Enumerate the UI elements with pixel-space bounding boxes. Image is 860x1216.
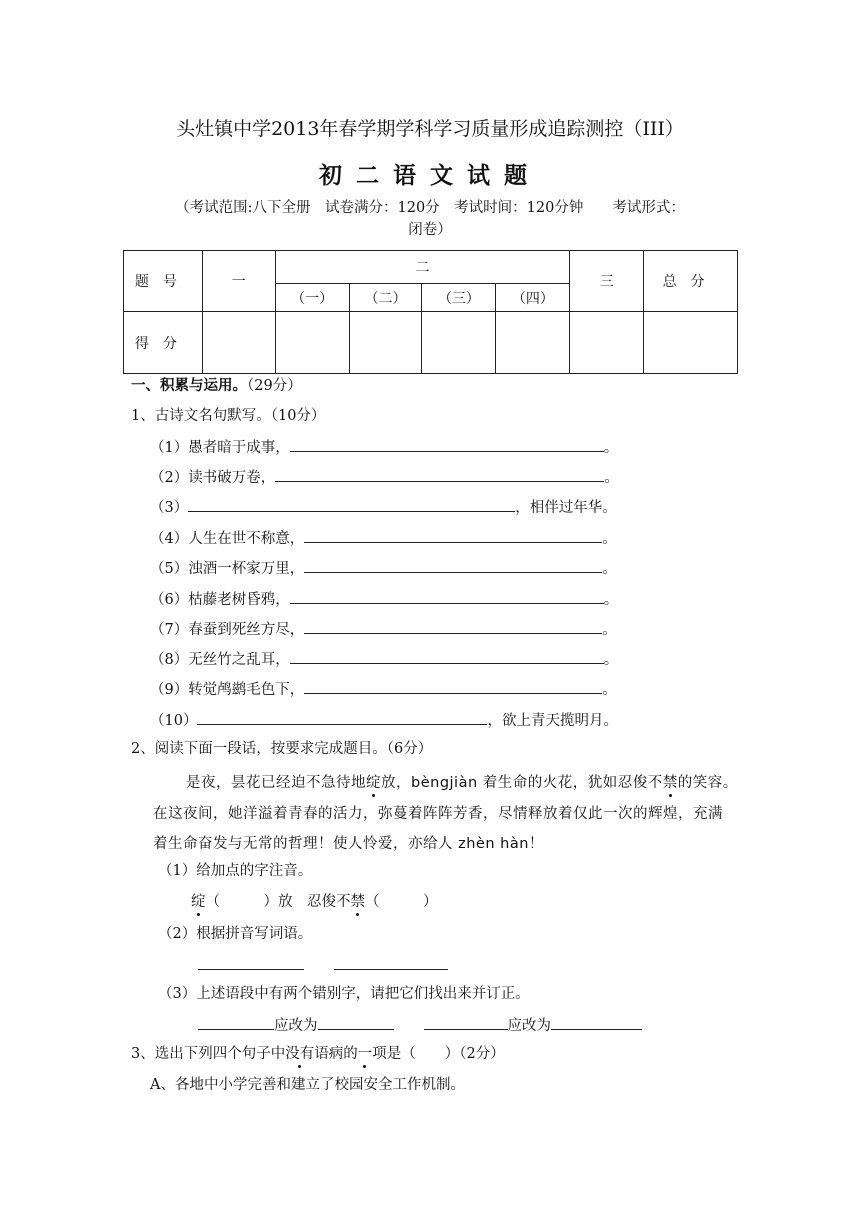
q2-sub-1-answer: 绽（ ）放 忍俊不禁（ ） [191, 894, 438, 910]
q1-item-2: （2）读书破万卷， 。 [150, 467, 619, 487]
answer-blank[interactable] [304, 528, 602, 543]
answer-blank[interactable] [304, 679, 602, 694]
q1-item-10: （10） ，欲上青天揽明月。 [150, 710, 618, 730]
dotted-char: 绽 [366, 771, 381, 792]
header-part-2-sub-4: （四） [496, 284, 570, 312]
passage-line-3: 着生命奋发与无常的哲理！使人怜爱，亦给人 zhèn hàn！ [153, 836, 544, 852]
header-total: 总分 [644, 251, 738, 312]
score-cell[interactable] [349, 312, 422, 374]
passage-line-1: 是夜，昙花已经迫不急待地绽放，bèngjiàn 着生命的火花，犹如忍俊不禁的笑容。 [186, 771, 738, 792]
section-1-heading: 一、积累与运用。（29分） [131, 377, 302, 394]
answer-blank[interactable] [290, 437, 604, 452]
header-part-1: 一 [202, 251, 275, 312]
header-part-3: 三 [570, 251, 644, 312]
passage-line-2: 在这夜间，她洋溢着青春的活力，弥蔓着阵阵芳香，尽情释放着仅此一次的辉煌，充满 [153, 806, 723, 822]
score-cell[interactable] [644, 312, 738, 374]
dotted-char: 没有 [285, 1046, 315, 1062]
score-table [123, 250, 738, 374]
score-row-label: 得分 [124, 312, 203, 374]
answer-blank[interactable] [275, 467, 604, 482]
header-part-2-sub-1: （一） [275, 284, 349, 312]
q2-sub-2-blanks [198, 955, 448, 975]
q1-item-4: （4）人生在世不称意， 。 [150, 528, 617, 548]
score-cell[interactable] [570, 312, 644, 374]
q1-item-7: （7）春蚕到死丝方尽， 。 [150, 619, 617, 639]
score-cell[interactable] [275, 312, 349, 374]
q2-sub-3: （3）上述语段中有两个错别字，请把它们找出来并订正。 [158, 986, 530, 1002]
dotted-char: 禁 [350, 894, 365, 910]
q1-item-1: （1）愚者暗于成事， 。 [150, 437, 618, 457]
score-cell[interactable] [202, 312, 275, 374]
question-1-title: 1、古诗文名句默写。（10分） [131, 408, 326, 424]
answer-blank[interactable] [304, 558, 602, 573]
dotted-char: 一 [357, 1046, 373, 1062]
dotted-char: 禁 [663, 771, 678, 792]
q1-item-3: （3） ，相伴过年华。 [150, 497, 617, 517]
header-part-2-sub-3: （三） [422, 284, 496, 312]
exam-info-continued: 闭卷） [408, 222, 452, 238]
q2-sub-1: （1）给加点的字注音。 [158, 863, 313, 879]
q2-sub-3-answers: 应改为 应改为 [198, 1015, 642, 1035]
answer-blank[interactable] [198, 955, 304, 970]
answer-blank[interactable] [290, 649, 604, 664]
school-title: 头灶镇中学2013年春学期学科学习质量形成追踪测控（III） [176, 118, 684, 140]
score-cell[interactable] [422, 312, 496, 374]
question-3-title: 3、选出下列四个句子中没有语病的一项是（ ）（2分） [131, 1046, 505, 1062]
exam-info: （考试范围:八下全册 试卷满分：120分 考试时间：120分钟 考试形式： [175, 200, 685, 216]
answer-blank[interactable] [188, 497, 515, 512]
q1-item-9: （9）转觉鸬鹚毛色下， 。 [150, 679, 617, 699]
answer-blank[interactable] [198, 1015, 274, 1030]
score-cell[interactable] [496, 312, 570, 374]
question-3-option-a[interactable]: A、各地中小学完善和建立了校园安全工作机制。 [150, 1077, 465, 1093]
header-part-2: 二 [275, 251, 570, 284]
q2-sub-2: （2）根据拼音写词语。 [158, 926, 313, 942]
answer-blank[interactable] [290, 589, 604, 604]
header-question-number: 题号 [124, 251, 203, 312]
answer-blank[interactable] [304, 619, 602, 634]
answer-blank[interactable] [318, 1015, 394, 1030]
q1-item-5: （5）浊酒一杯家万里， 。 [150, 558, 617, 578]
answer-blank[interactable] [197, 710, 487, 725]
answer-blank[interactable] [551, 1015, 642, 1030]
question-2-title: 2、阅读下面一段话，按要求完成题目。（6分） [131, 741, 433, 757]
q1-item-8: （8）无丝竹之乱耳， 。 [150, 649, 618, 669]
exam-title: 初二语文试题 [319, 162, 541, 189]
dotted-char: 绽 [191, 894, 206, 910]
q1-item-6: （6）枯藤老树昏鸦， 。 [150, 589, 618, 609]
answer-blank[interactable] [424, 1015, 508, 1030]
answer-blank[interactable] [334, 955, 448, 970]
header-part-2-sub-2: （二） [349, 284, 422, 312]
